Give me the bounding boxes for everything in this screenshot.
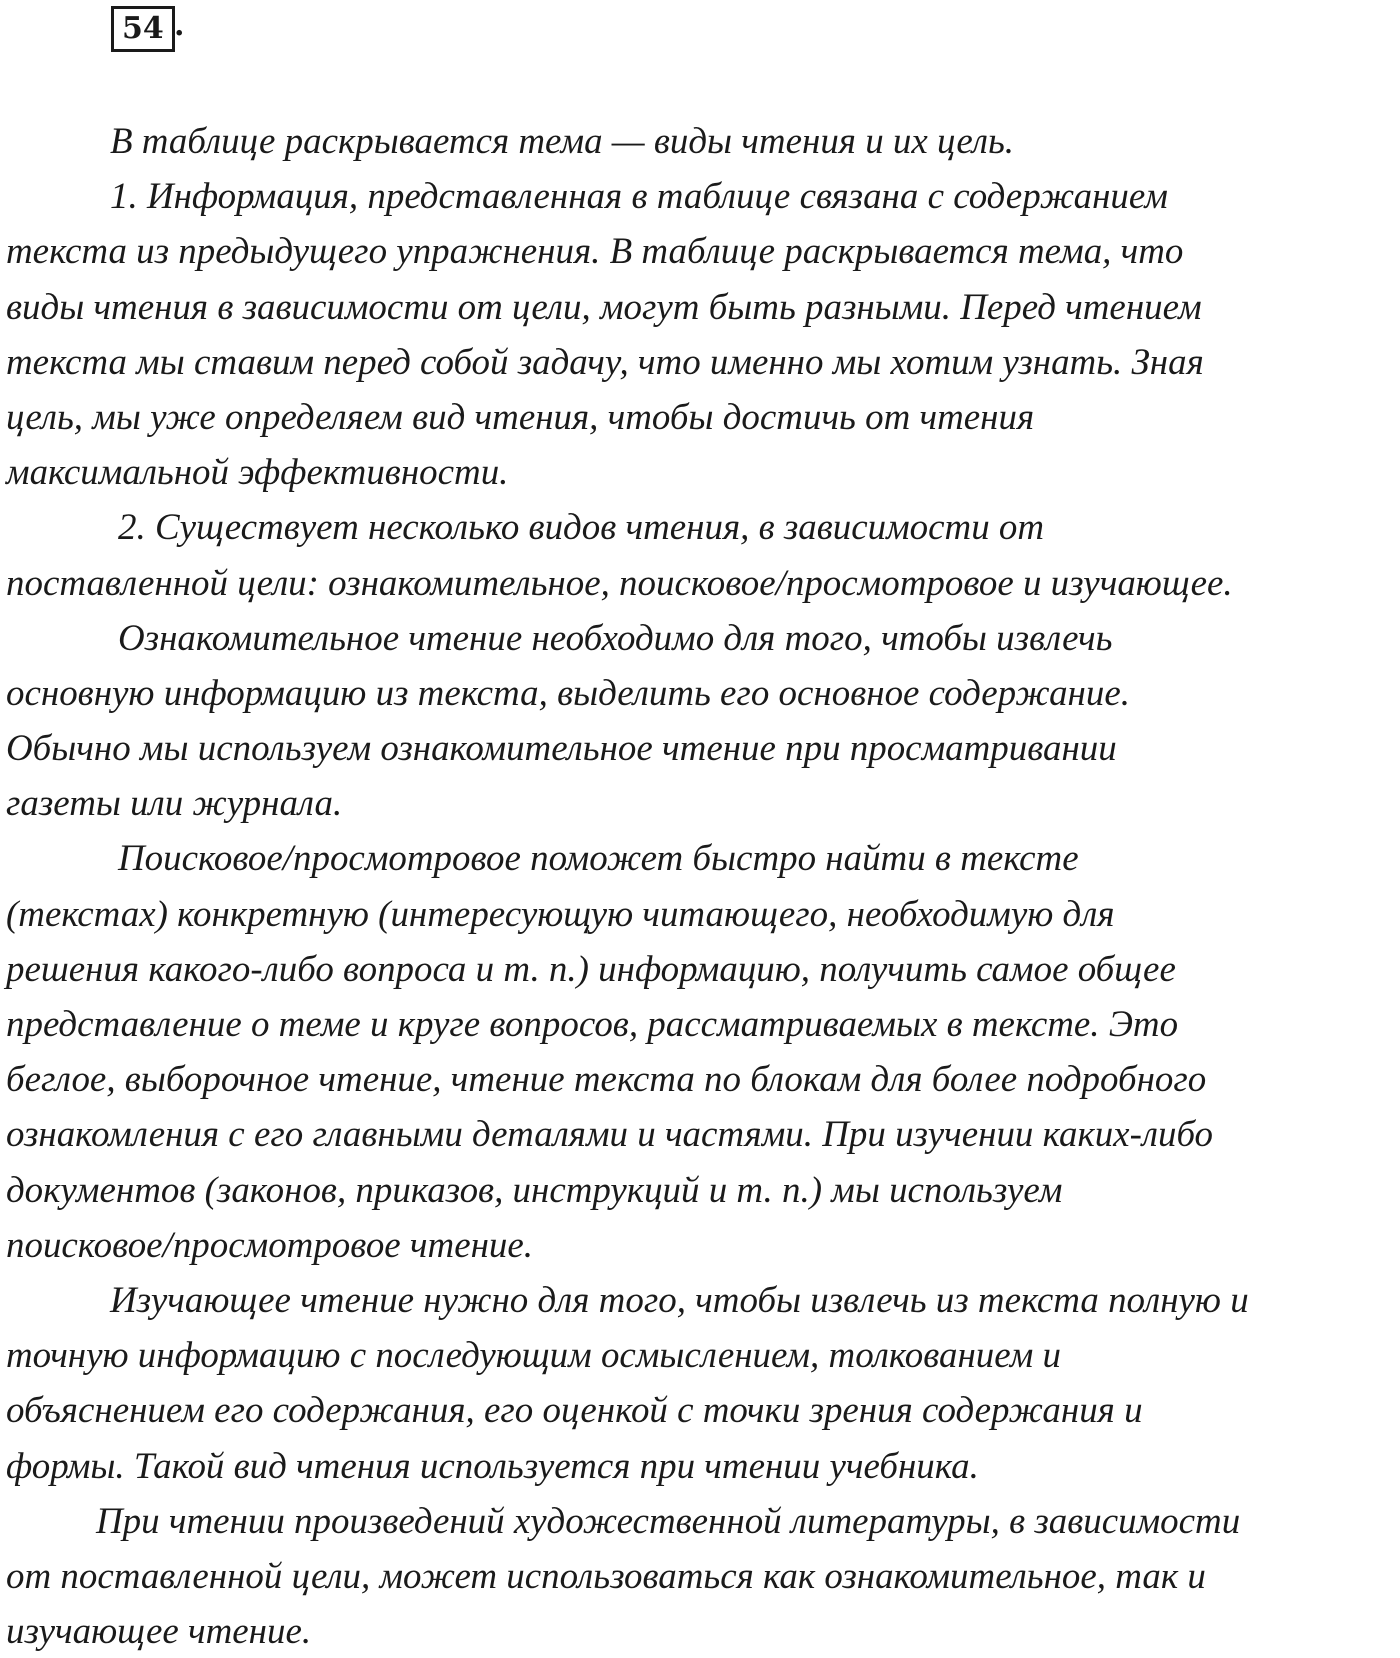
text-line: цель, мы уже определяем вид чтения, чтобы достичь от чтения [6, 395, 1035, 437]
text-line: 1. Информация, представленная в таблице связана с содержанием [110, 175, 1168, 217]
text-line: Обычно мы используем ознакомительное чтение при просматривании [6, 727, 1117, 769]
text-line: 2. Существует несколько видов чтения, в зависимости от [118, 506, 1045, 548]
answer-text [6, 113, 1398, 1658]
text-line: текста из предыдущего упражнения. В таблице раскрывается тема, что [6, 230, 1184, 272]
text-line: поисковое/просмотровое чтение. [6, 1223, 534, 1265]
text-line: точную информацию с последующим осмыслением, толкованием и [6, 1334, 1061, 1376]
text-line: от поставленной цели, может использоваться как ознакомительное, так и [6, 1554, 1206, 1596]
text-line: текста мы ставим перед собой задачу, что именно мы хотим узнать. Зная [6, 340, 1204, 382]
text-line: основную информацию из текста, выделить его основное содержание. [6, 671, 1130, 713]
text-line: формы. Такой вид чтения используется при чтении учебника. [6, 1444, 979, 1486]
text-line: газеты или журнала. [6, 782, 343, 824]
text-line: Ознакомительное чтение необходимо для того, чтобы извлечь [118, 616, 1113, 658]
exercise-number-dot: . [174, 8, 185, 43]
text-line: беглое, выборочное чтение, чтение текста по блокам для более подробного [6, 1058, 1207, 1100]
text-line: объяснением его содержания, его оценкой с точки зрения содержания и [6, 1389, 1143, 1431]
exercise-number: 54 [122, 11, 164, 46]
text-line: (текстах) конкретную (интересующую читающего, необходимую для [6, 892, 1115, 934]
exercise-number-box [111, 6, 175, 52]
text-line: изучающее чтение. [6, 1610, 312, 1652]
text-line: При чтении произведений художественной литературы, в зависимости [96, 1499, 1241, 1541]
text-line: документов (законов, приказов, инструкций и т. п.) мы используем [6, 1168, 1063, 1210]
text-line: ознакомления с его главными деталями и частями. При изучении каких-либо [6, 1113, 1214, 1155]
text-line: максимальной эффективности. [6, 451, 509, 493]
text-line: В таблице раскрывается тема — виды чтения и их цель. [110, 120, 1015, 161]
text-line: Изучающее чтение нужно для того, чтобы извлечь из текста полную и [110, 1278, 1249, 1320]
text-line: виды чтения в зависимости от цели, могут быть разными. Перед чтением [6, 285, 1202, 327]
text-line: решения какого-либо вопроса и т. п.) информацию, получить самое общее [6, 947, 1176, 989]
text-line: представление о теме и круге вопросов, рассматриваемых в тексте. Это [6, 1003, 1179, 1044]
text-line: Поисковое/просмотровое поможет быстро найти в тексте [118, 837, 1079, 879]
text-line: поставленной цели: ознакомительное, поисковое/просмотровое и изучающее. [6, 561, 1233, 603]
